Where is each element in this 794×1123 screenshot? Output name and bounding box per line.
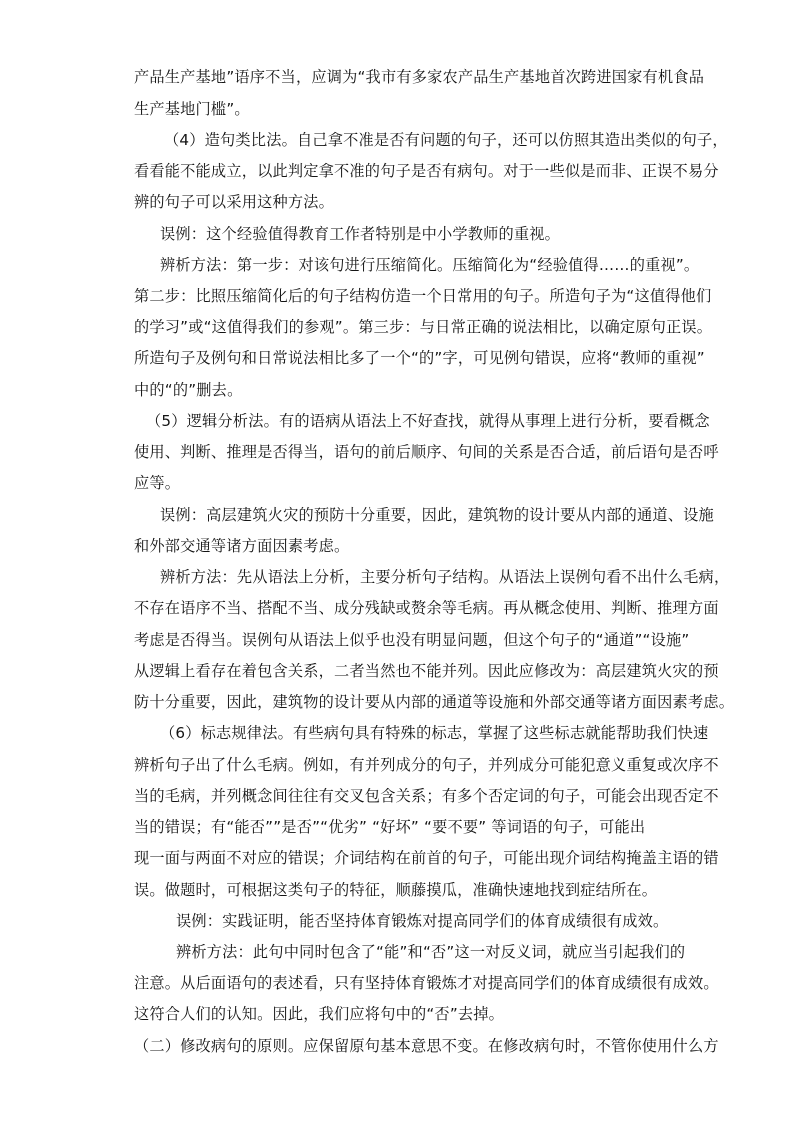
text-line: 的学习”或“这值得我们的参观”。第三步：与日常正确的说法相比，以确定原句正误。	[134, 318, 713, 336]
text-line: （4）造句类比法。自己拿不准是否有问题的句子，还可以仿照其造出类似的句子，	[164, 131, 728, 149]
text-line: 误。做题时，可根据这类句子的特征，顺藤摸瓜，准确快速地找到症结所在。	[134, 881, 658, 899]
text-line: 辨析句子出了什么毛病。例如，有并列成分的句子，并列成分可能犯意义重复或次序不	[134, 756, 719, 774]
text-line: 误例：实践证明，能否坚持体育锻炼对提高同学们的体育成绩很有成效。	[176, 912, 669, 930]
text-line: 看看能不能成立，以此判定拿不准的句子是否有病句。对于一些似是而非、正误不易分	[134, 162, 719, 180]
text-line: 当的错误；有“能否””是否”“优劣” “好坏” “要不要” 等词语的句子，可能出	[134, 818, 646, 836]
text-line: （5）逻辑分析法。有的语病从语法上不好查找，就得从事理上进行分析，要看概念	[146, 412, 710, 430]
text-line: 中的“的”删去。	[134, 381, 243, 399]
text-line: 和外部交通等诸方面因素考虑。	[134, 537, 350, 555]
text-line: 误例：高层建筑火灾的预防十分重要，因此，建筑物的设计要从内部的通道、设施	[160, 506, 714, 524]
text-line: （二）修改病句的原则。应保留原句基本意思不变。在修改病句时，不管你使用什么方	[134, 1037, 719, 1055]
text-line: 应等。	[134, 474, 181, 492]
text-line: 辨析方法：此句中同时包含了“能”和“否”这一对反义词，就应当引起我们的	[176, 943, 686, 961]
text-line: 辨析方法：先从语法上分析，主要分析句子结构。从语法上误例句看不出什么毛病，	[160, 568, 730, 586]
text-line: 现一面与两面不对应的错误；介词结构在前首的句子，可能出现介词结构掩盖主语的错	[134, 849, 719, 867]
text-line: 辨析方法：第一步：对该句进行压缩简化。压缩简化为“经验值得……的重视”。	[160, 256, 700, 274]
text-line: 当的毛病，并列概念间往往有交叉包含关系；有多个否定词的句子，可能会出现否定不	[134, 787, 719, 805]
text-line: 使用、判断、推理是否得当，语句的前后顺序、句间的关系是否合适，前后语句是否呼	[134, 443, 719, 461]
text-line: 生产基地门槛”。	[134, 100, 250, 118]
text-line: 产品生产基地”语序不当，应调为“我市有多家农产品生产基地首次跨进国家有机食品	[134, 68, 705, 86]
text-line: 注意。从后面语句的表述看，只有坚持体育锻炼才对提高同学们的体育成绩很有成效。	[134, 974, 719, 992]
text-line: 辨的句子可以采用这种方法。	[134, 193, 335, 211]
text-line: 所造句子及例句和日常说法相比多了一个“的”字，可见例句错误，应将“教师的重视”	[134, 349, 705, 367]
text-line: 考虑是否得当。误例句从语法上似乎也没有明显问题，但这个句子的“通道”“设施”	[134, 631, 690, 649]
text-line: 第二步：比照压缩简化后的句子结构仿造一个日常用的句子。所造句子为“这值得他们	[134, 287, 712, 305]
text-line: 误例：这个经验值得教育工作者特别是中小学教师的重视。	[160, 225, 561, 243]
text-line: 这符合人们的认知。因此，我们应将句中的“否”去掉。	[134, 1005, 505, 1023]
text-line: 不存在语序不当、搭配不当、成分残缺或赘余等毛病。再从概念使用、判断、推理方面	[134, 599, 719, 617]
text-line: 防十分重要，因此，建筑物的设计要从内部的通道等设施和外部交通等诸方面因素考虑。	[134, 693, 735, 711]
text-line: 从逻辑上看存在着包含关系，二者当然也不能并列。因此应修改为：高层建筑火灾的预	[134, 662, 719, 680]
text-line: （6）标志规律法。有些病句具有特殊的标志，掌握了这些标志就能帮助我们快速	[160, 724, 709, 742]
